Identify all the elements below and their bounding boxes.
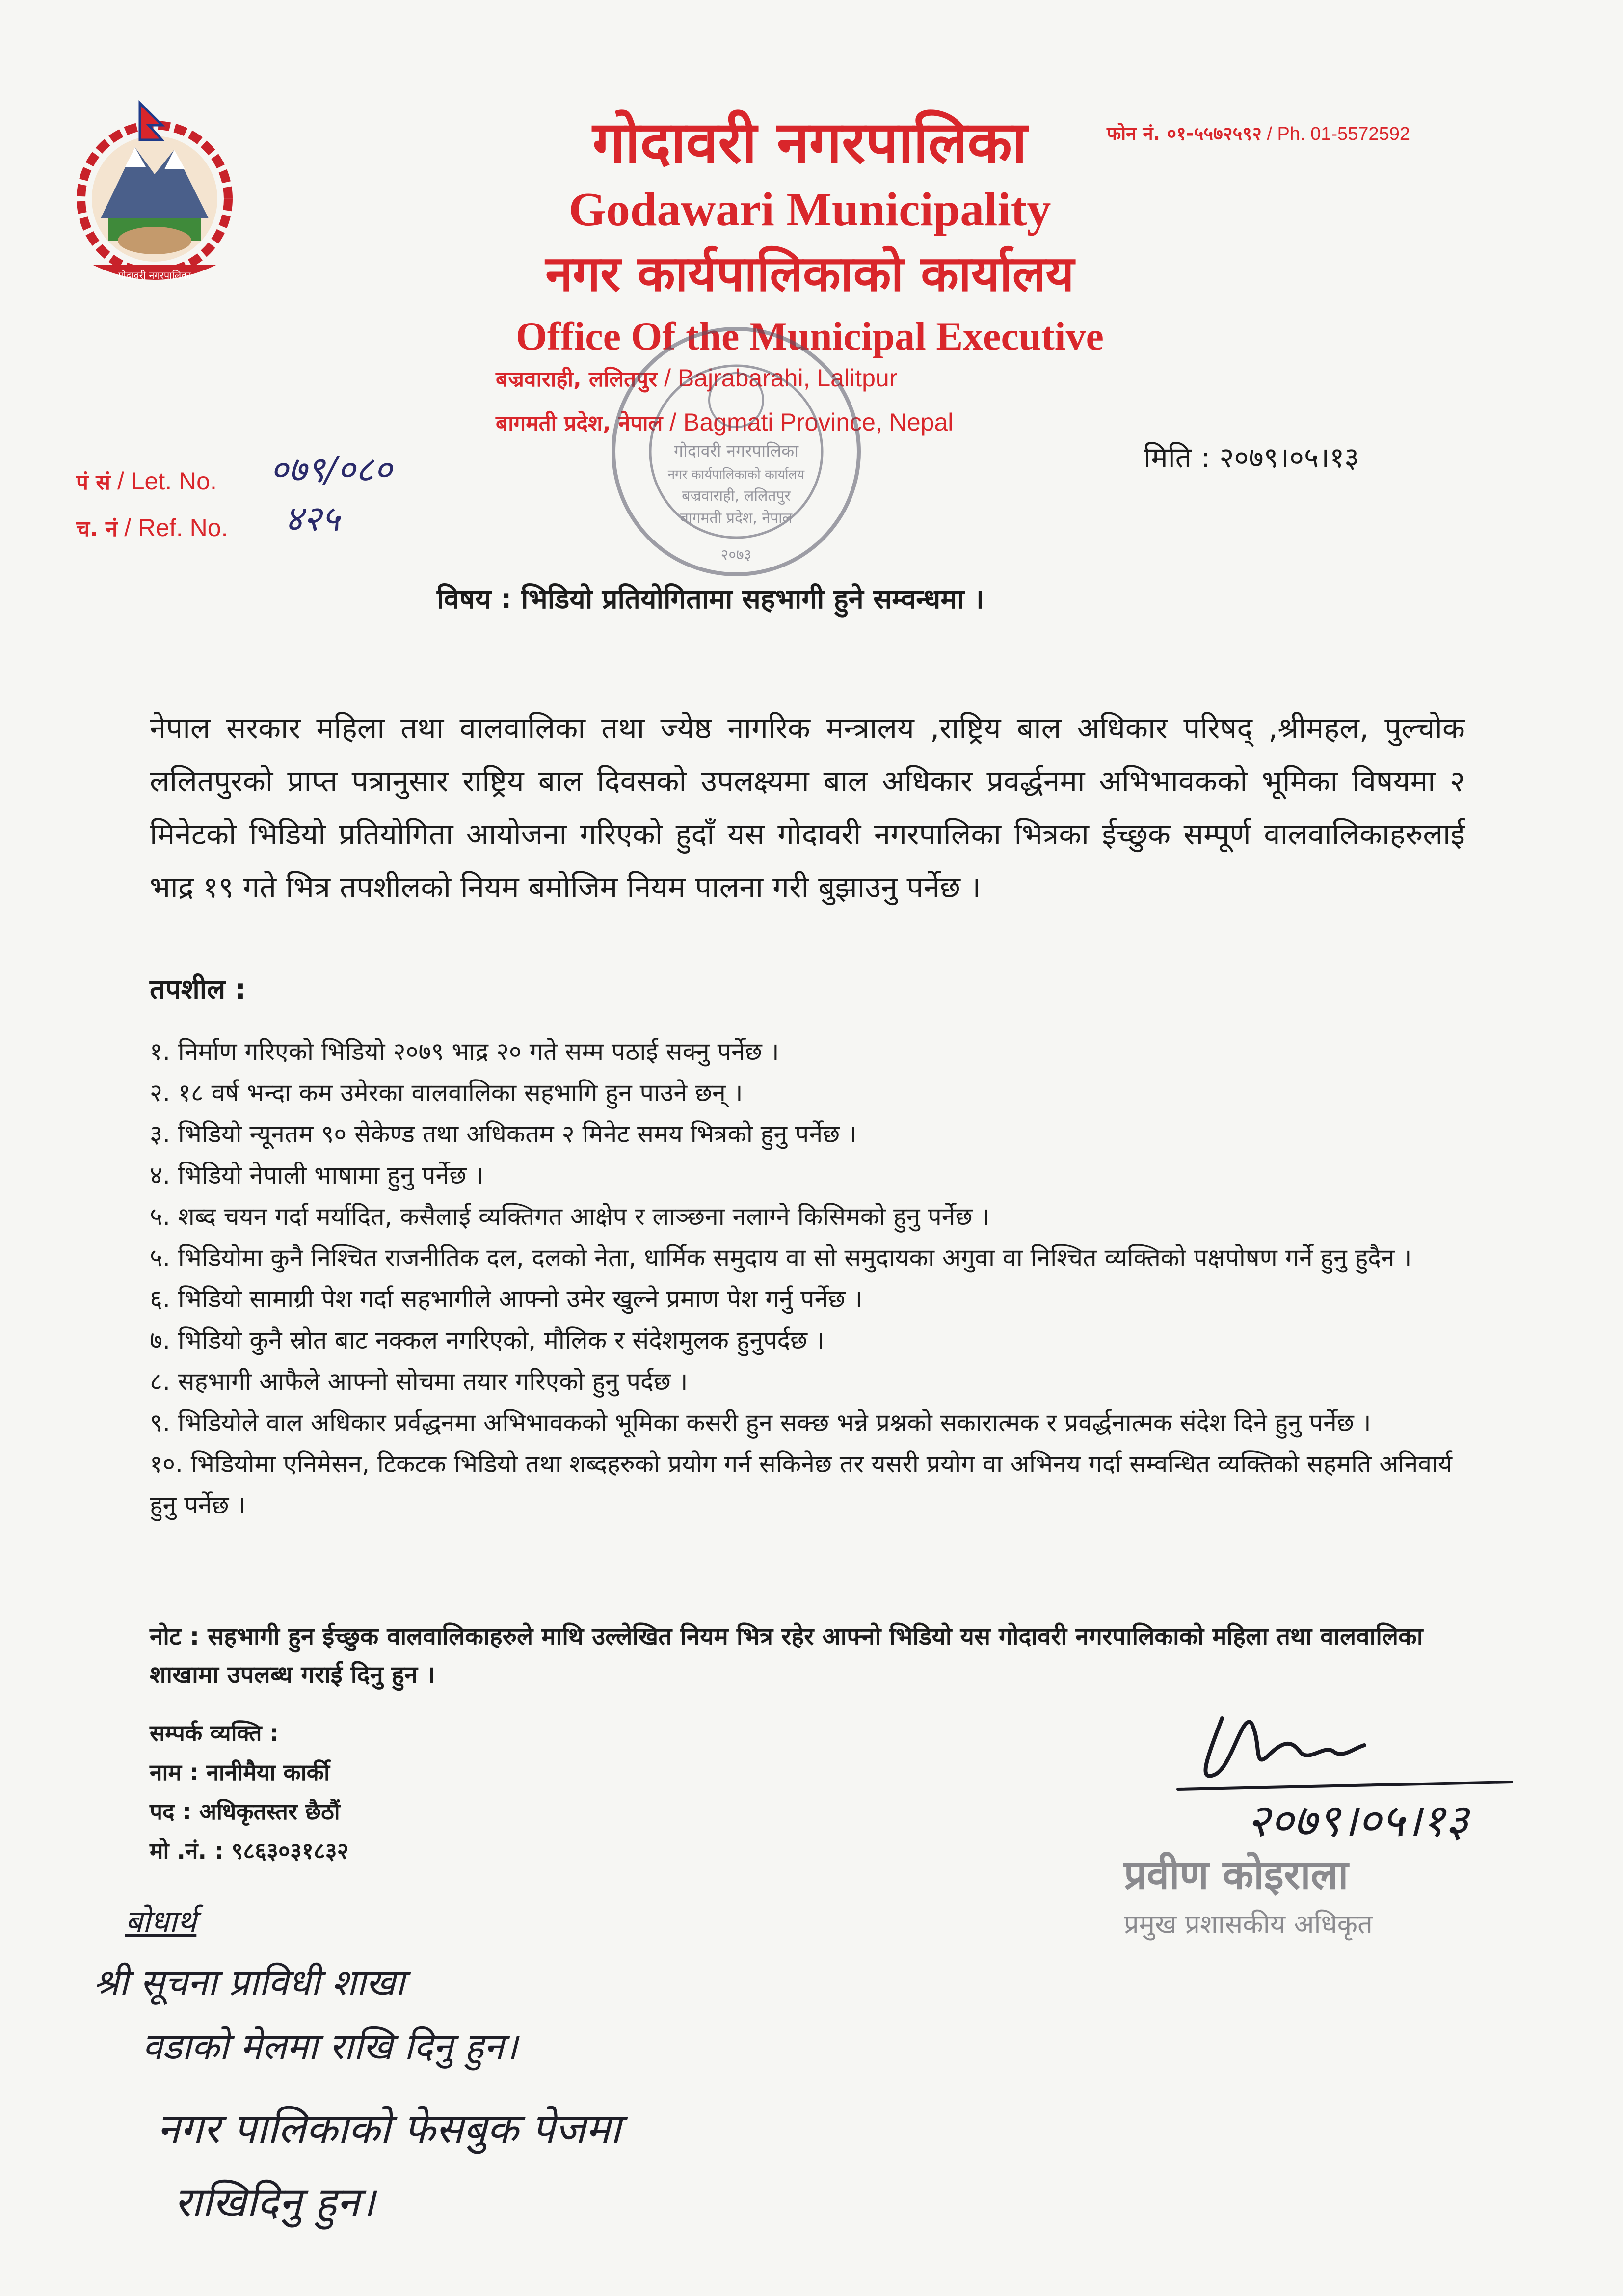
emblem-caption: गोदावरी नगरपालिका (118, 270, 191, 281)
ref-no-label: च. नं / Ref. No. (76, 514, 228, 541)
signatory-name: प्रवीण कोइराला (1124, 1852, 1349, 1898)
phone-np: फोन नं. ०१-५५७२५९२ (1107, 123, 1262, 144)
handwritten-line-1: श्री सूचना प्राविधी शाखा (93, 1962, 405, 2004)
contact-post: पद : अधिकृतस्तर छैठौं (150, 1798, 340, 1825)
rule-item: ५. शब्द चयन गर्दा मर्यादित, कसैलाई व्यक्तिगत आक्षेप र लाञ्छना नलाग्ने किसिमको हुनु पर्नेछ । (150, 1202, 990, 1231)
signature-mark (1168, 1684, 1521, 1861)
letter-no-value: ०७९/०८० (270, 449, 392, 490)
address2-en: Bagmati Province, Nepal (683, 408, 954, 436)
rule-item: १०. भिडियोमा एनिमेसन, टिकटक भिडियो तथा शब्दहरुको प्रयोग गर्न सकिनेछ तर यसरी प्रयोग वा अभिनय गर्दा सम्वन्धित व्यक्तिको सहमति अनिवार्य हुनु पर्नेछ । (150, 1450, 1452, 1519)
office-stamp-seal (599, 314, 874, 589)
contact-mobile: मो .नं. : ९८६३०३१८३२ (150, 1837, 349, 1864)
address1-np: बज्रवाराही, ललितपुर (496, 367, 658, 392)
municipality-name-en: Godawari Municipality (568, 183, 1051, 236)
rule-item: ८. सहभागी आफैले आफ्नो सोचमा तयार गरिएको हुनु पर्दछ । (150, 1367, 688, 1396)
date-value: २०७९।०५।१३ (1219, 441, 1359, 474)
phone-number: फोन नं. ०१-५५७२५९२ / Ph. 01-5572592 (1107, 123, 1410, 144)
date-label: मिति : (1144, 441, 1210, 474)
handwritten-bodharth: बोधार्थ (125, 1903, 197, 1939)
rule-item: ९. भिडियोले वाल अधिकार प्रर्वद्धनमा अभिभावकको भूमिका कसरी हुन सक्छ भन्ने प्रश्नको सकारात्मक र प्रवर्द्धनात्मक संदेश दिने हुनु पर्नेछ । (150, 1408, 1371, 1437)
address-line-2: बागमती प्रदेश, नेपाल / Bagmati Province, Nepal (496, 408, 954, 436)
letter-date (1144, 437, 1359, 476)
municipality-name-np: गोदावरी नगरपालिका (592, 108, 1027, 176)
details-heading: तपशील : (150, 973, 246, 1005)
handwritten-line-3: नगर पालिकाको फेसबुक पेजमा (157, 2105, 621, 2153)
rule-item: ५. भिडियोमा कुनै निश्चित राजनीतिक दल, दलको नेता, धार्मिक समुदाय वा सो समुदायका अगुवा वा निश्चित व्यक्तिको पक्षपोषण गर्ने हुनु हुदैन । (150, 1243, 1412, 1272)
note-text: नोट : सहभागी हुन ईच्छुक वालवालिकाहरुले माथि उल्लेखित नियम भित्र रहेर आफ्नो भिडियो यस गोदावरी नगरपालिकाको महिला तथा वालवालिका शाखामा उपलब्ध गराई दिनु हुन । (150, 1622, 1423, 1689)
subject-line: विषय : भिडियो प्रतियोगितामा सहभागी हुने सम्वन्धमा । (437, 583, 984, 615)
body-paragraph: नेपाल सरकार महिला तथा वालवालिका तथा ज्येष्ठ नागरिक मन्त्रालय ,राष्ट्रिय बाल अधिकार परिषद् ,श्रीमहल, पुल्चोक ललितपुरको प्राप्त पत्रानुसार राष्ट्रिय बाल दिवसको उपलक्ष्यमा बाल अधिकार प्रवर्द्धनमा अभिभावकको भूमिका विषयमा २ मिनेटको भिडियो प्रतियोगिता आयोजना गरिएको हुदाँ यस गोदावरी नगरपालिका भित्रका ईच्छुक सम्पूर्ण वालवालिकाहरुलाई भाद्र १९ गते भित्र तपशीलको नियम बमोजिम नियम पालना गरी बुझाउनु पर्नेछ । (150, 711, 1465, 905)
letter-no-label: पं सं / Let. No. (76, 467, 217, 495)
office-name-en: Office Of the Municipal Executive (516, 314, 1104, 358)
svg-text:बागमती प्रदेश, नेपाल: बागमती प्रदेश, नेपाल (680, 510, 793, 527)
office-name-np: नगर कार्यपालिकाको कार्यालय (545, 245, 1074, 302)
address1-en: Bajrabarahi, Lalitpur (677, 364, 898, 392)
contact-heading: सम्पर्क व्यक्ति : (150, 1720, 279, 1746)
ref-no-value: ४२५ (285, 498, 340, 539)
phone-en: Ph. 01-5572592 (1277, 124, 1410, 144)
rule-item: ७. भिडियो कुनै स्रोत बाट नक्कल नगरिएको, मौलिक र संदेशमुलक हुनुपर्दछ । (150, 1326, 825, 1354)
svg-text:२०७३: २०७३ (720, 546, 752, 564)
rule-item: १. निर्माण गरिएको भिडियो २०७९ भाद्र २० गते सम्म पठाई सक्नु पर्नेछ । (150, 1037, 779, 1066)
rules-list (150, 1031, 1465, 1526)
rule-item: ३. भिडियो न्यूनतम ९० सेकेण्ड तथा अधिकतम २ मिनेट समय भित्रको हुनु पर्नेछ । (150, 1120, 857, 1148)
rule-item: २. १८ वर्ष भन्दा कम उमेरका वालवालिका सहभागि हुन पाउने छन् । (150, 1079, 743, 1107)
signatory-title: प्रमुख प्रशासकीय अधिकृत (1124, 1909, 1373, 1940)
signature-date: २०७९।०५।१३ (1247, 1794, 1469, 1847)
svg-text:गोदावरी नगरपालिका: गोदावरी नगरपालिका (673, 441, 799, 461)
svg-text:बज्रवाराही, ललितपुर: बज्रवाराही, ललितपुर (682, 487, 791, 505)
contact-block (150, 1713, 349, 1870)
contact-name: नाम : नानीमैया कार्की (150, 1759, 330, 1785)
nepal-emblem-icon (61, 93, 248, 299)
rule-item: ४. भिडियो नेपाली भाषामा हुनु पर्नेछ । (150, 1161, 484, 1189)
address-line-1: बज्रवाराही, ललितपुर / Bajrabarahi, Lalitpur (496, 364, 898, 392)
rule-item: ६. भिडियो सामाग्री पेश गर्दा सहभागीले आफ्नो उमेर खुल्ने प्रमाण पेश गर्नु पर्नेछ । (150, 1285, 863, 1313)
handwritten-line-4: राखिदिनु हुन। (174, 2178, 375, 2226)
handwritten-line-2: वडाको मेलमा राखि दिनु हुन। (142, 2026, 518, 2068)
svg-text:नगर कार्यपालिकाको कार्यालय: नगर कार्यपालिकाको कार्यालय (667, 467, 805, 482)
address2-np: बागमती प्रदेश, नेपाल (496, 411, 663, 436)
